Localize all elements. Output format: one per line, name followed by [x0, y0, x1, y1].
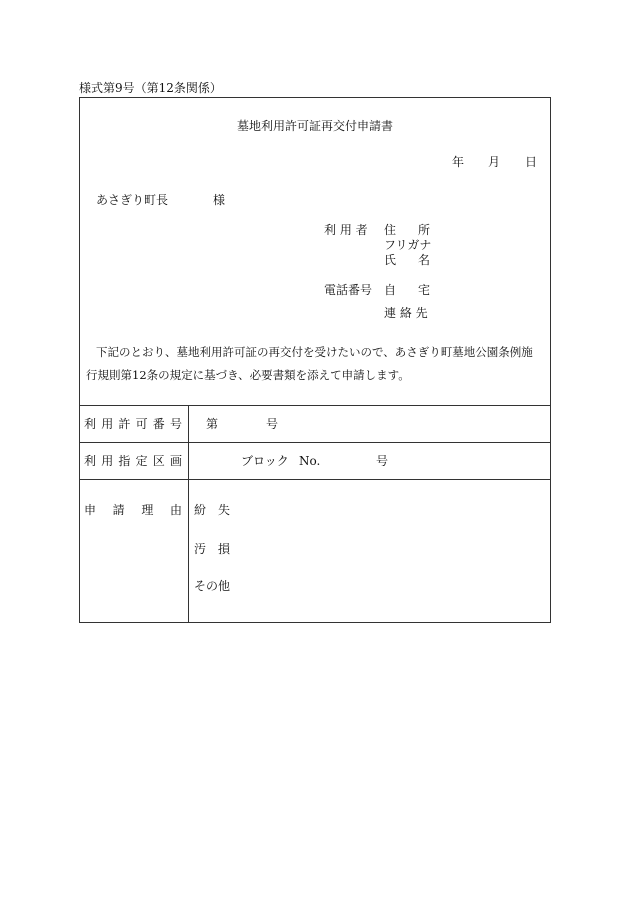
date-year-label: 年 [452, 155, 465, 169]
furigana-label: フリガナ [384, 238, 432, 252]
reason-label: 申 請 理 由 [84, 503, 182, 517]
date-day-label: 日 [525, 155, 538, 169]
body-text-line-1: 下記のとおり、墓地利用許可証の再交付を受けたいので、あさぎり町墓地公園条例施 [96, 345, 533, 359]
form-title: 墓地利用許可証再交付申請書 [236, 119, 393, 133]
applicant-group-label: 利 用 者 [324, 223, 368, 237]
plot-no-label: No. [299, 454, 321, 468]
reason-option-lost: 紛 失 [194, 503, 231, 517]
addressee-name: あさぎり町長 [96, 193, 169, 207]
row-divider [79, 405, 551, 406]
permit-number-label: 利 用 許 可 番 号 [84, 417, 182, 431]
form-number-label: 様式第9号（第12条関係） [79, 81, 222, 95]
permit-number-prefix: 第 [206, 417, 219, 431]
row-divider [79, 442, 551, 443]
addressee-honorific: 様 [213, 193, 226, 207]
contact-phone-label: 連 絡 先 [384, 306, 428, 320]
designated-plot-label: 利 用 指 定 区 画 [84, 454, 182, 468]
reason-option-other: その他 [194, 579, 231, 593]
reason-option-damaged: 汚 損 [194, 542, 231, 556]
column-divider [188, 405, 189, 623]
plot-number-suffix: 号 [376, 454, 389, 468]
permit-number-suffix: 号 [266, 417, 279, 431]
phone-group-label: 電話番号 [324, 283, 373, 297]
plot-block-label: ブロック [241, 454, 289, 468]
row-divider [79, 479, 551, 480]
name-label: 氏 名 [384, 253, 430, 267]
address-label: 住 所 [384, 223, 430, 237]
application-form-frame [79, 97, 551, 623]
body-text-line-2: 行規則第12条の規定に基づき、必要書類を添えて申請します。 [86, 368, 410, 382]
date-month-label: 月 [488, 155, 501, 169]
home-phone-label: 自 宅 [384, 283, 430, 297]
